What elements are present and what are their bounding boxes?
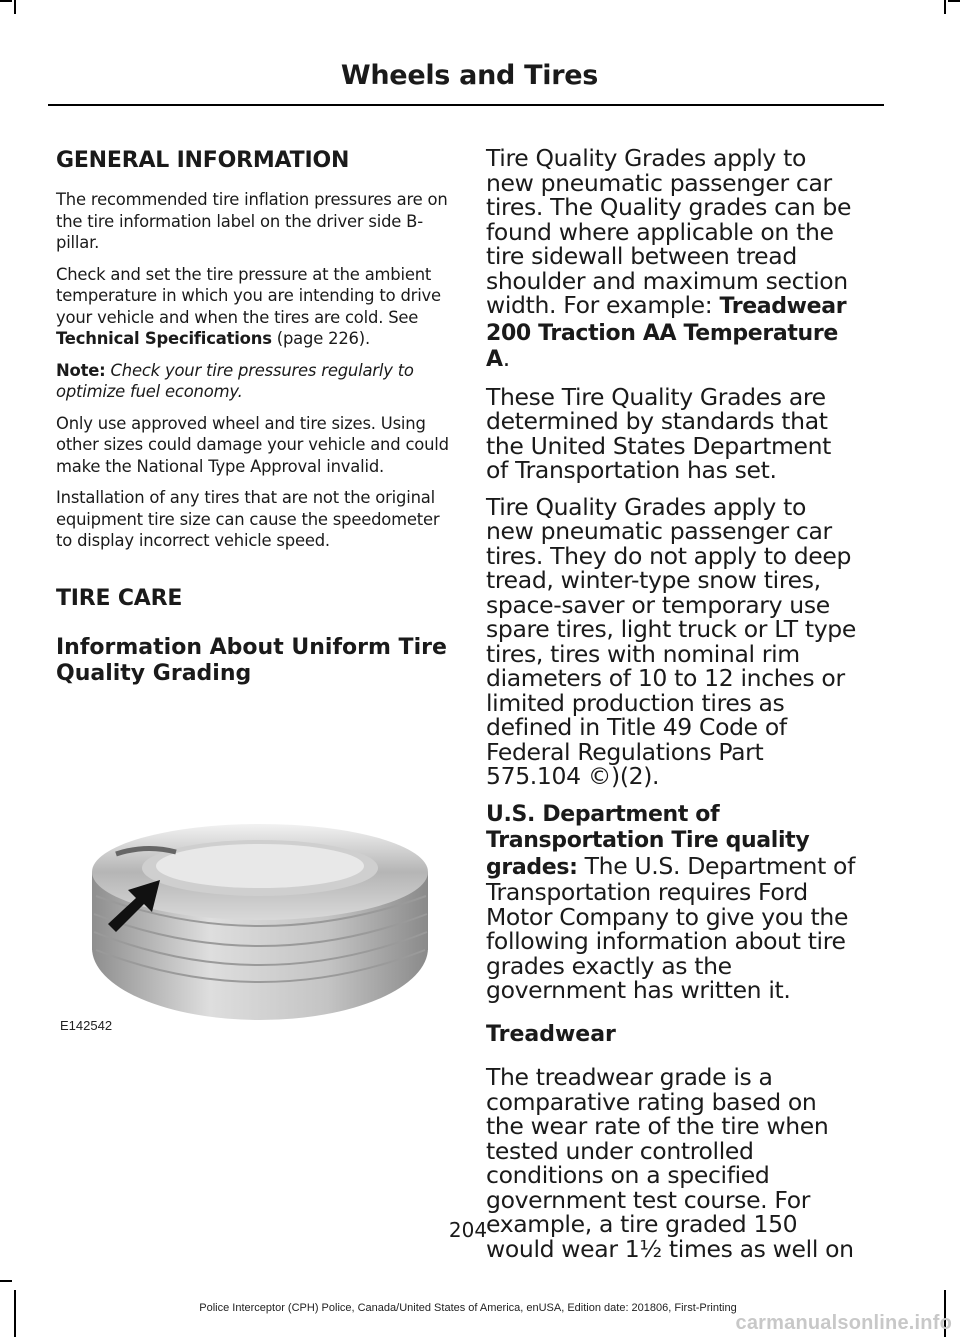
link-technical-specifications[interactable]: Technical Specifications [56, 329, 272, 348]
text-quality-grades: Tire Quality Grades apply to new pneumatic passenger car tires. The Quality grades can be found where applicable on the tire sidewall between tread shoulder and maximum section width. For example: [486, 144, 852, 319]
figure-code: E142542 [60, 1018, 113, 1033]
tire-icon [56, 806, 450, 1052]
crop-mark-top-left [0, 0, 12, 2]
paragraph-treadwear: The treadwear grade is a comparative rating based on the wear rate of the tire when tested under controlled conditions on a specified government test course. For example, a tire graded 150 would wear 1½ times as well on [486, 1063, 854, 1263]
heading-general-information: GENERAL INFORMATION [56, 148, 350, 173]
heading-tire-care: TIRE CARE [56, 585, 183, 611]
heading-treadwear: Treadwear [486, 1021, 616, 1047]
text-page-ref: (page 226). [271, 329, 370, 348]
paragraph-speedometer: Installation of any tires that are not the original equipment tire size can cause the speedometer to display incorrect vehicle speed. [56, 488, 440, 550]
note-fuel-economy [56, 360, 450, 403]
note-label: Note: [56, 360, 106, 380]
dot-grades-label: U.S. Department of Transportation Tire quality grades: [486, 801, 810, 880]
header-rule [48, 104, 884, 106]
paragraph-approved-sizes: Only use approved wheel and tire sizes. Using other sizes could damage your vehicle and could make the National Type Approval invalid. [56, 413, 449, 476]
paragraph-exclusions: Tire Quality Grades apply to new pneumatic passenger car tires. They do not apply to deep tread, winter-type snow tires, space-saver or temporary use spare tires, light truck or LT type tires, tires with nominal rim diameters of 10 to 12 inches or limited production tires as defined in Title 49 Code of Federal Regulations Part 575.104 ©)(2). [486, 492, 856, 790]
paragraph-quality-grades [486, 146, 856, 373]
text-period: . [502, 344, 510, 372]
paragraph-dot-grades [486, 801, 856, 1003]
left-column [56, 148, 450, 703]
crop-mark-top-right [948, 0, 960, 2]
paragraph-check-pressure [56, 264, 450, 350]
crop-mark-top-left-v [14, 0, 16, 14]
crop-mark-bottom-left [0, 1280, 12, 1282]
watermark-logo: carmanualsonline.info [735, 1312, 952, 1334]
right-column [486, 146, 856, 1273]
edition-footer: Police Interceptor (CPH) Police, Canada/United States of America, enUSA, Edition date: 201806, First-Printing [199, 1302, 737, 1314]
paragraph-inflation-label: The recommended tire inflation pressures are on the tire information label on the driver side B-pillar. [56, 190, 448, 252]
tire-illustration [56, 806, 450, 1052]
dot-grades-text: The U.S. Department of Transportation requires Ford Motor Company to give you the following information about tire grades exactly as the government has written it. [486, 851, 856, 1004]
text-check-pressure: Check and set the tire pressure at the ambient temperature in which you are intending to drive your vehicle and when the tires are cold. See [56, 264, 441, 327]
paragraph-standards: These Tire Quality Grades are determined by standards that the United States Department of Transportation has set. [486, 382, 832, 484]
page-number: 204 [448, 1218, 488, 1242]
example-grade: Treadwear 200 Traction AA Temperature A [486, 294, 847, 372]
crop-mark-top-right-v [944, 0, 946, 14]
heading-uniform-grading: Information About Uniform Tire Quality Grading [56, 634, 447, 686]
note-text: Check your tire pressures regularly to optimize fuel economy. [56, 360, 414, 401]
page-header-title: Wheels and Tires [340, 60, 598, 91]
